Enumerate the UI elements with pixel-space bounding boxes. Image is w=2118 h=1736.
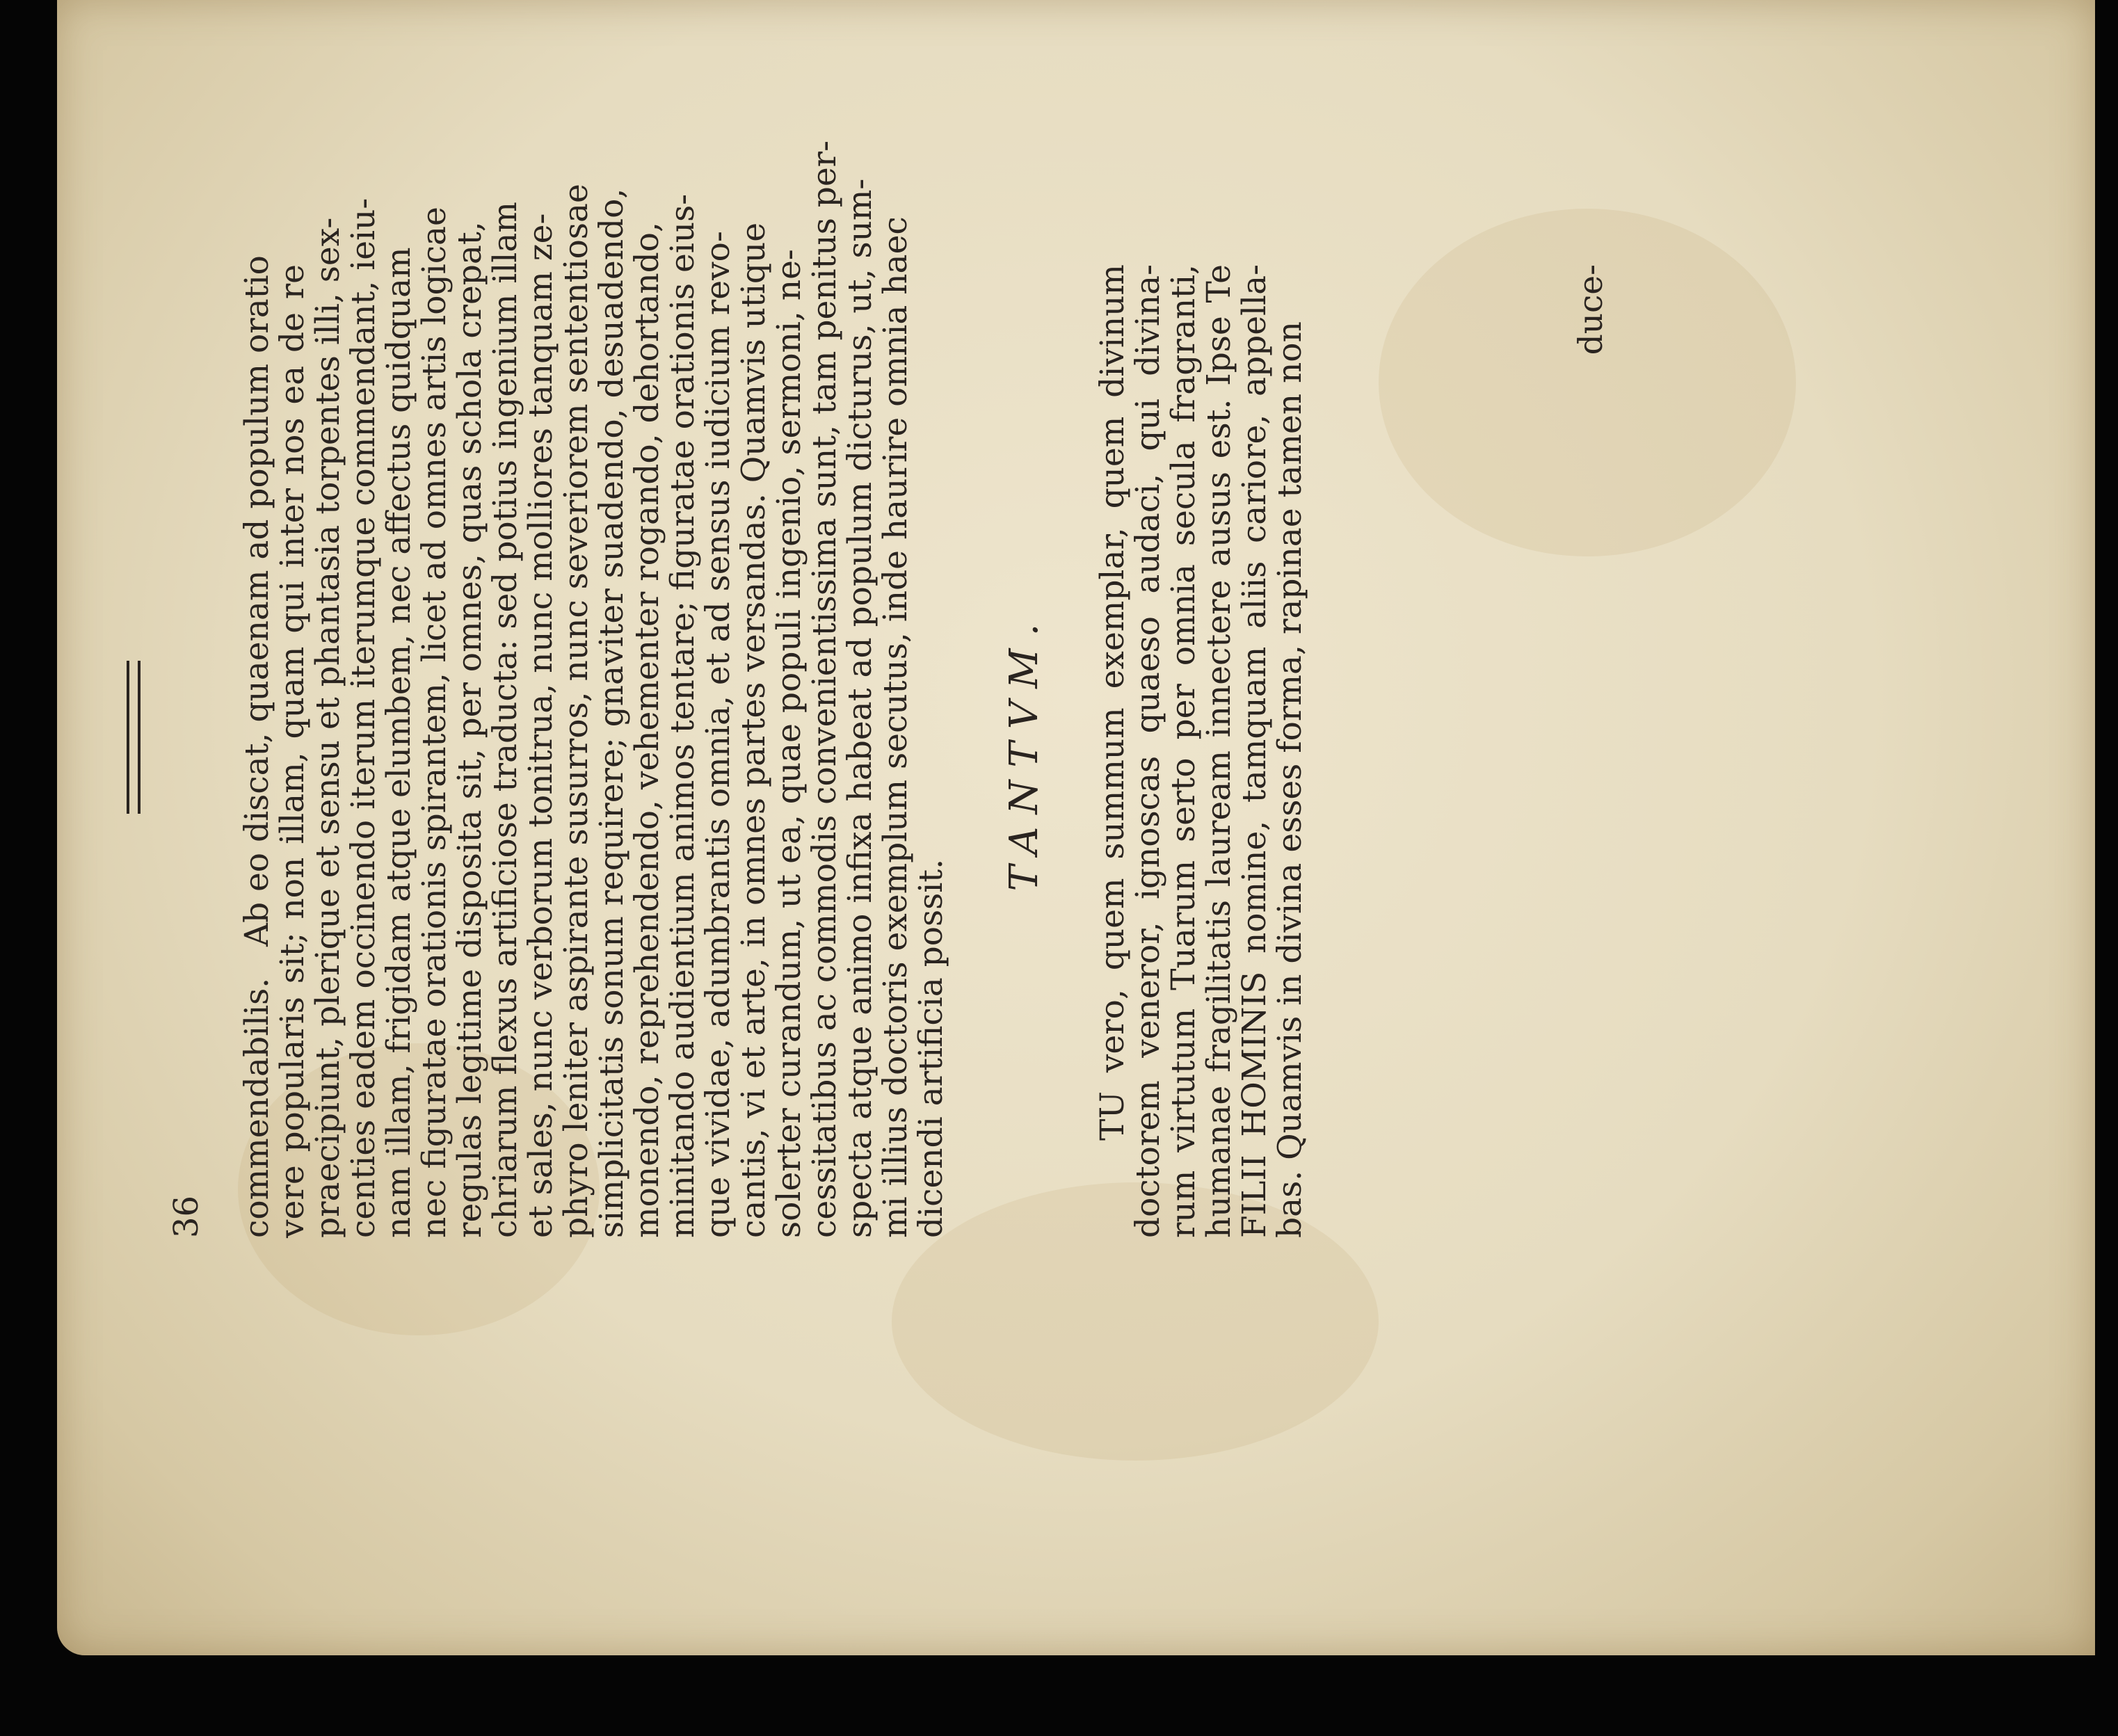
text-block [167, 140, 1697, 1238]
text-line: que vividae, adumbrantis omnia, et ad sensus iudicium revo- [699, 231, 737, 1238]
text-line: cessitatibus ac commodis convenientissima sunt, tam penitus per- [805, 140, 844, 1238]
text-line: nec figuratae orationis spirantem, licet ad omnes artis logicae [415, 207, 454, 1238]
text-line: vere popularis sit; non illam, quam qui inter nos ea de re [273, 264, 312, 1238]
text-line: commendabilis. Ab eo discat, quaenam ad populum oratio [238, 255, 276, 1238]
text-line: et sales, nunc verborum tonitrua, nunc molliores tanquam ze- [522, 213, 560, 1238]
catchword: duce- [1572, 264, 1610, 355]
section-heading: TANTVM. [1002, 611, 1047, 892]
text-line: simplicitatis sonum requirere; gnaviter suadendo, desuadendo, [593, 188, 631, 1238]
text-line: rum virtutum Tuarum serto per omnia secula fragranti, [1164, 264, 1203, 1238]
text-line: solerter curandum, ut ea, quae populi ingenio, sermoni, ne- [770, 249, 808, 1238]
text-line: monendo, reprehendendo, vehementer rogando, dehortando, [628, 222, 666, 1238]
page-number: 36 [167, 1195, 206, 1238]
text-line: FILII HOMINIS nomine, tamquam aliis cariore, appella- [1235, 264, 1274, 1238]
text-line: minitando audientium animos tentare; figuratae orationis eius- [664, 193, 702, 1238]
text-line: specta atque animo infixa habeat ad populum dicturus, ut, sum- [841, 178, 879, 1238]
text-line: chriarum flexus artificiose traducta: sed potius ingenium illam [486, 202, 524, 1238]
text-line: dicendi artificia possit. [912, 858, 950, 1238]
text-line: regulas legitime disposita sit, per omnes, quas schola crepat, [451, 221, 489, 1238]
text-line: TU vero, quem summum exemplar, quem divinum [1093, 264, 1132, 1141]
text-line: praecipiunt, plerique et sensu et phantasia torpentes illi, sex- [309, 217, 347, 1238]
text-line: humanae fragilitatis lauream innectere ausus est. Ipse Te [1200, 264, 1238, 1238]
text-line: bas. Quamvis in divina esses forma, rapinae tamen non [1271, 321, 1309, 1238]
ornamental-rule [127, 661, 141, 814]
text-line: cantis, vi et arte, in omnes partes versandas. Quamvis utique [735, 222, 773, 1238]
text-line: doctorem veneror, ignoscas quaeso audaci, qui divina- [1129, 264, 1167, 1238]
text-line: phyro leniter aspirante susurros, nunc severiorem sententiosae [557, 184, 595, 1238]
text-line: centies eadem occinendo iterum iterumque commendant, ieiu- [344, 198, 383, 1238]
text-line: mi illius doctoris exemplum secutus, inde haurire omnia haec [876, 216, 915, 1238]
text-line: nam illam, frigidam atque elumbem, nec affectus quidquam [380, 247, 418, 1238]
